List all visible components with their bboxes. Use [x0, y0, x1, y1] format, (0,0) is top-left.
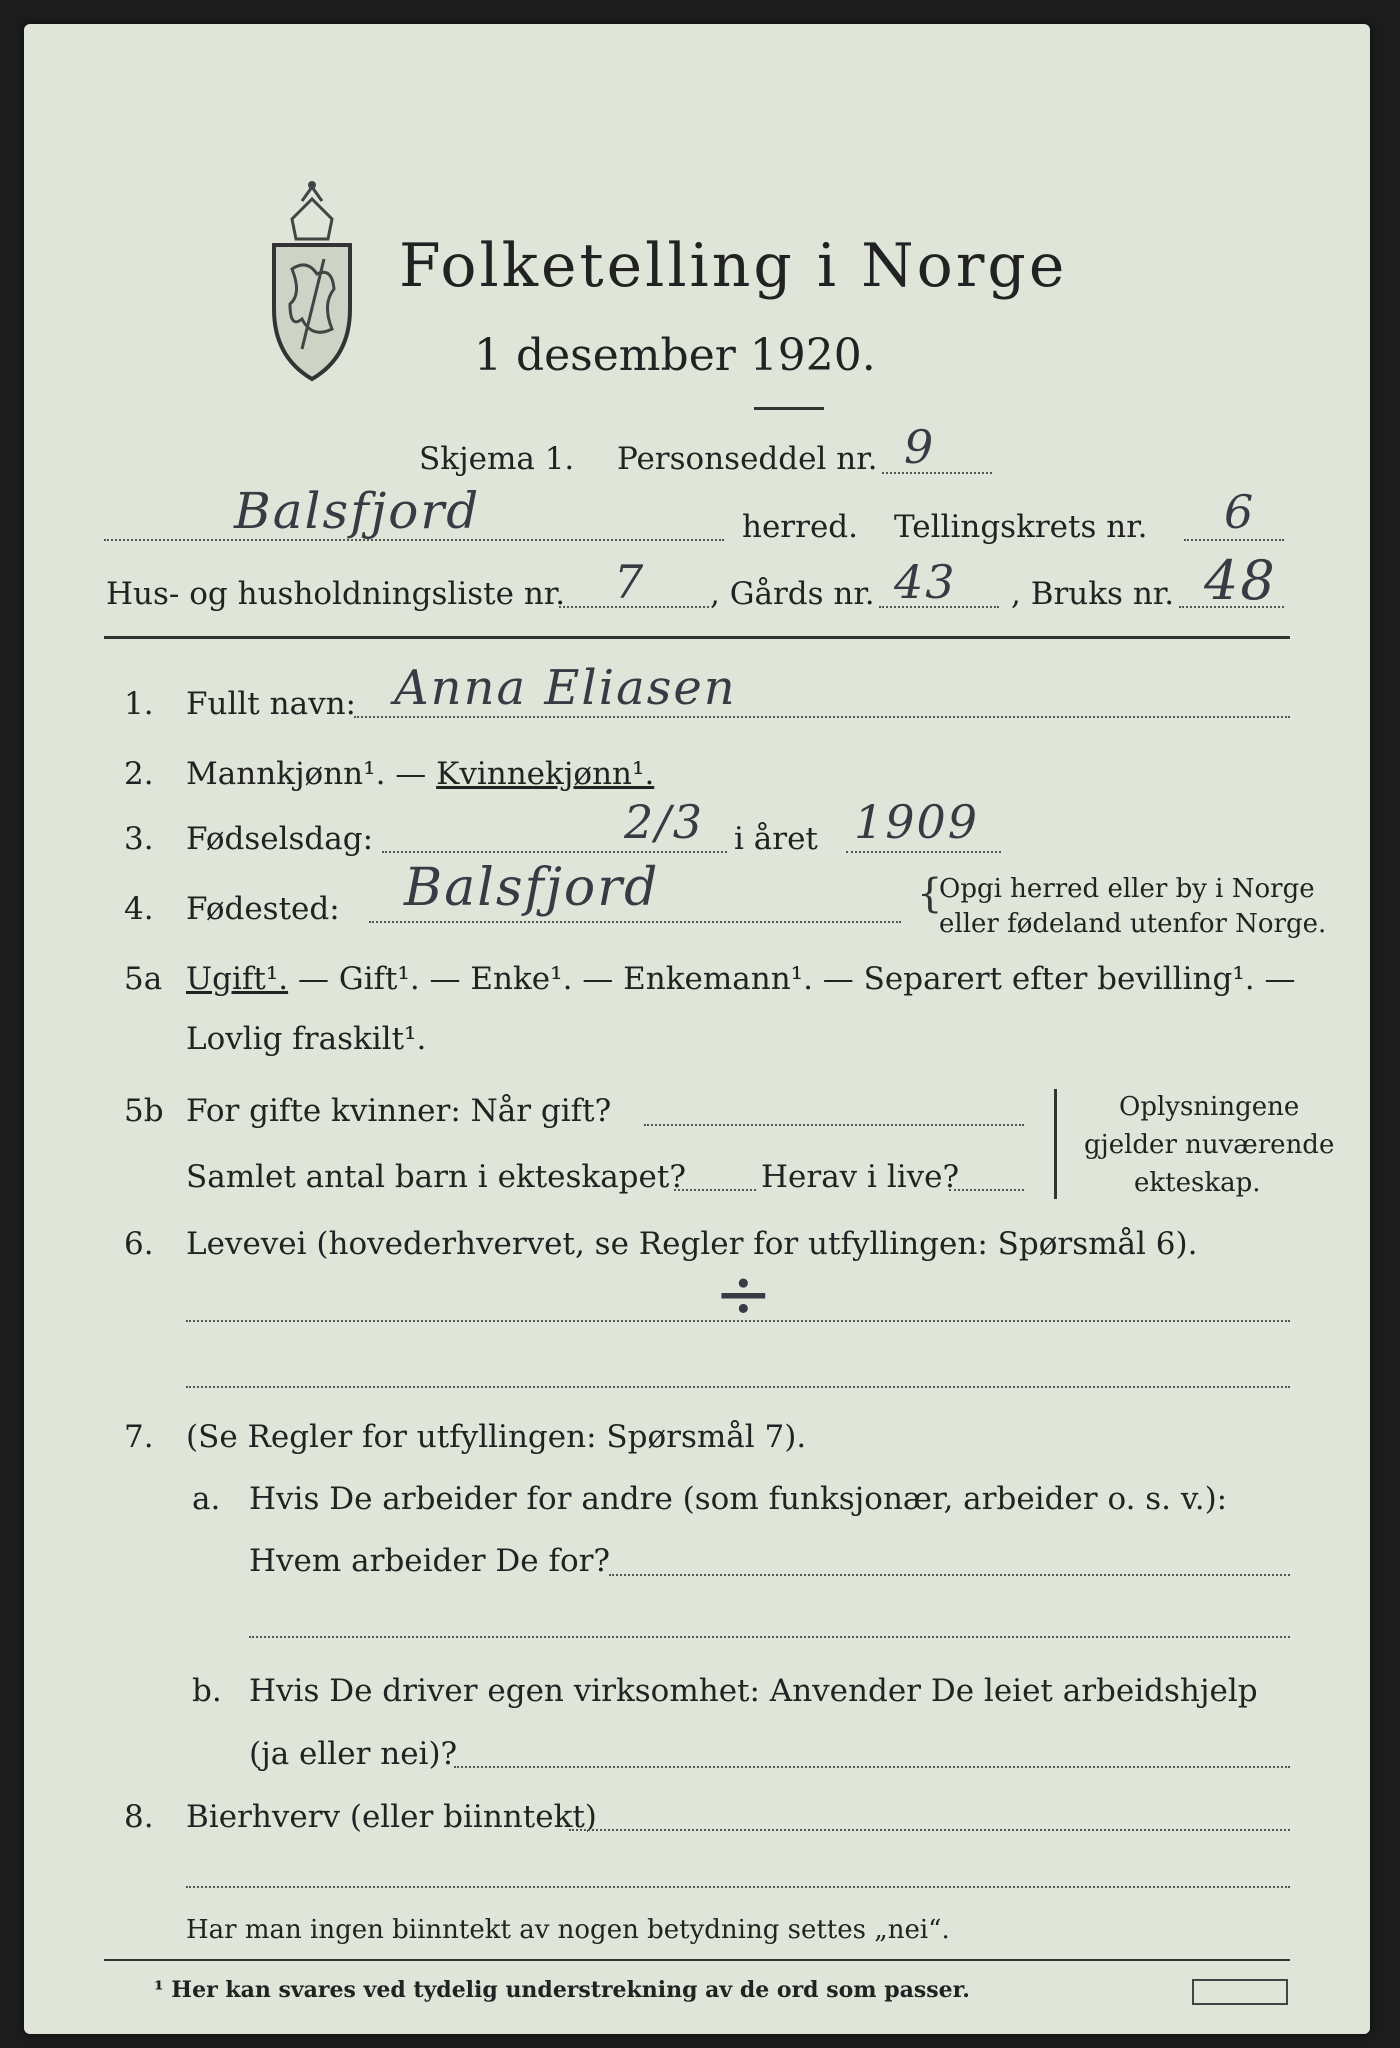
side-income-field-2[interactable] [186, 1886, 1290, 1888]
q7a-label: Hvis De arbeider for andre (som funksjonær, arbeider o. s. v.): [249, 1481, 1228, 1517]
tellingskrets-label: Tellingskrets nr. [894, 509, 1148, 545]
side-income-field-1[interactable] [569, 1829, 1290, 1831]
birthyear-field[interactable] [846, 851, 1001, 853]
footnote: ¹ Her kan svares ved tydelig understrekning av de ord som passer. [154, 1977, 970, 2003]
hired-help-field[interactable] [454, 1766, 1290, 1768]
option-lovlig-fraskilt[interactable]: Lovlig fraskilt¹. [186, 1021, 427, 1057]
q5b-label-married: For gifte kvinner: Når gift? [186, 1093, 612, 1129]
birthdate-field[interactable] [382, 851, 727, 853]
marital-other-options[interactable]: — Gift¹. — Enke¹. — Enkemann¹. — Separert efter bevilling¹. — [288, 961, 1296, 997]
q7b-label: Hvis De driver egen virksomhet: Anvender De leiet arbeidshjelp [249, 1673, 1258, 1709]
q5b-note-line2: gjelder nuværende [1084, 1130, 1335, 1160]
q7b-help-label: (ja eller nei)? [249, 1736, 458, 1772]
herred-value: Balsfjord [234, 482, 481, 540]
sex-options [186, 756, 655, 792]
q7-number: 7. [124, 1419, 154, 1455]
q8-number: 8. [124, 1799, 154, 1835]
form-title: Folketelling i Norge [399, 231, 1068, 301]
birthdate-value: 2/3 [624, 795, 705, 849]
brace-icon: { [917, 871, 943, 917]
hus-value: 7 [614, 555, 646, 609]
children-alive-field[interactable] [949, 1189, 1024, 1191]
personseddel-label: Personseddel nr. [617, 441, 878, 477]
gards-label: , Gårds nr. [710, 576, 875, 612]
option-male[interactable]: Mannkjønn¹. [186, 756, 386, 792]
q8-label: Bierhverv (eller biinntekt) [186, 1799, 597, 1835]
q5a-number: 5a [124, 961, 163, 997]
married-date-field[interactable] [644, 1124, 1024, 1126]
q7a-employer-label: Hvem arbeider De for? [249, 1543, 611, 1579]
q5b-label-children: Samlet antal barn i ekteskapet? [186, 1159, 686, 1195]
birthplace-field[interactable] [369, 921, 901, 923]
personseddel-field[interactable] [882, 472, 992, 474]
q7b-letter: b. [192, 1673, 222, 1709]
employer-field-1[interactable] [609, 1574, 1290, 1576]
tellingskrets-field[interactable] [1184, 539, 1284, 541]
full-name-field[interactable] [354, 716, 1290, 718]
census-date: 1 desember 1920. [474, 330, 876, 381]
header-separator [104, 636, 1290, 639]
q4-note-line2: eller fødeland utenfor Norge. [939, 909, 1327, 939]
bruks-value: 48 [1204, 549, 1277, 612]
personseddel-value: 9 [904, 420, 936, 474]
hus-label: Hus- og husholdningsliste nr. [106, 576, 566, 612]
title-divider [754, 407, 824, 410]
q2-number: 2. [124, 756, 154, 792]
side-income-note: Har man ingen biinntekt av nogen betydning settes „nei“. [186, 1915, 950, 1945]
q1-number: 1. [124, 686, 154, 722]
q4-label: Fødested: [186, 891, 340, 927]
birthplace-value: Balsfjord [404, 858, 660, 918]
note-bracket [1054, 1089, 1057, 1199]
q5b-number: 5b [124, 1093, 164, 1129]
herred-label: herred. [742, 509, 858, 545]
footnote-separator [104, 1959, 1290, 1961]
q4-note-line1: Opgi herred eller by i Norge [939, 874, 1315, 904]
schema-label: Skjema 1. [419, 441, 575, 477]
tellingskrets-value: 6 [1224, 485, 1256, 539]
q3-label: Fødselsdag: [186, 821, 374, 857]
occupation-field-2[interactable] [186, 1386, 1290, 1388]
children-count-field[interactable] [674, 1189, 756, 1191]
option-ugift-underlined[interactable]: Ugift¹. [186, 961, 289, 997]
marital-options [186, 961, 1296, 997]
option-female-underlined[interactable]: Kvinnekjønn¹. [436, 756, 655, 792]
option-separator: — [385, 756, 437, 792]
q7-label: (Se Regler for utfyllingen: Spørsmål 7). [186, 1419, 807, 1455]
printer-stamp [1192, 1979, 1288, 2005]
q5b-note-line3: ekteskap. [1134, 1168, 1261, 1198]
employer-field-2[interactable] [249, 1636, 1290, 1638]
bruks-label: , Bruks nr. [1011, 576, 1175, 612]
census-form-page [24, 24, 1370, 2034]
q6-number: 6. [124, 1226, 154, 1262]
q4-number: 4. [124, 891, 154, 927]
q3-number: 3. [124, 821, 154, 857]
q1-label: Fullt navn: [186, 686, 356, 722]
q6-label: Levevei (hovederhvervet, se Regler for utfyllingen: Spørsmål 6). [186, 1226, 1198, 1262]
occupation-value: ÷ [714, 1253, 775, 1335]
full-name-value: Anna Eliasen [394, 660, 737, 716]
coat-of-arms-icon [262, 179, 362, 389]
q7a-letter: a. [192, 1481, 221, 1517]
birthyear-value: 1909 [854, 795, 980, 849]
q3-year-label: i året [734, 821, 818, 857]
gards-value: 43 [894, 555, 957, 609]
q5b-note-line1: Oplysningene [1119, 1092, 1300, 1122]
q5b-label-alive: Herav i live? [761, 1159, 960, 1195]
